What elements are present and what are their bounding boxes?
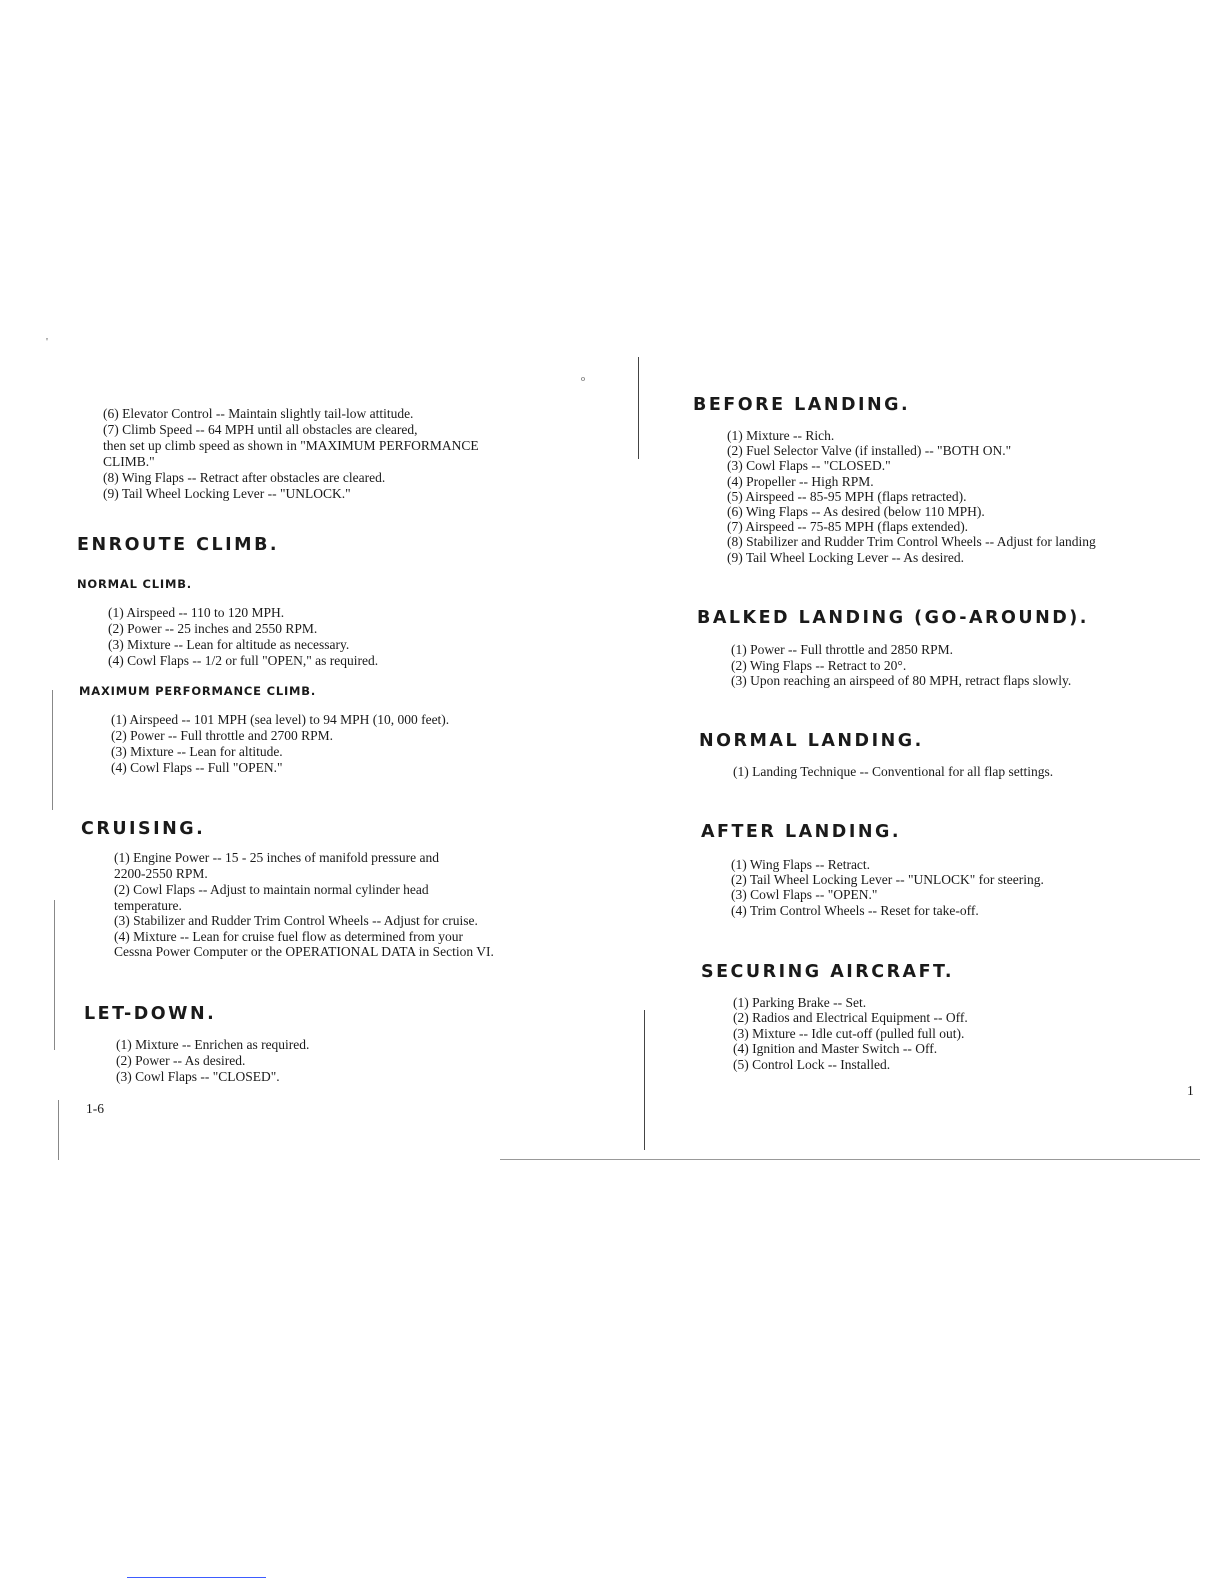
scan-mark: '	[46, 336, 48, 348]
before-landing-item: (5) Airspeed -- 85-95 MPH (flaps retracted).	[727, 489, 967, 504]
section-title-after-landing: AFTER LANDING.	[701, 822, 901, 842]
left-scan-edge	[52, 690, 53, 810]
normal-climb-item: (3) Mixture -- Lean for altitude as necessary.	[108, 637, 350, 652]
let-down-item: (1) Mixture -- Enrichen as required.	[116, 1037, 310, 1052]
section-title-let-down: LET-DOWN.	[84, 1004, 217, 1024]
securing-aircraft-item: (4) Ignition and Master Switch -- Off.	[733, 1041, 938, 1056]
cruising-item: Cessna Power Computer or the OPERATIONAL DATA in Section VI.	[114, 944, 494, 959]
left-scan-edge	[58, 1100, 59, 1160]
securing-aircraft-item: (1) Parking Brake -- Set.	[733, 995, 867, 1010]
after-landing-item: (1) Wing Flaps -- Retract.	[731, 857, 871, 872]
left-scan-edge	[54, 900, 55, 1050]
section-title-balked-landing: BALKED LANDING (GO-AROUND).	[697, 608, 1089, 628]
before-landing-item: (7) Airspeed -- 75-85 MPH (flaps extended).	[727, 519, 969, 534]
after-landing-item: (3) Cowl Flaps -- "OPEN."	[731, 887, 878, 902]
section-title-cruising: CRUISING.	[81, 819, 206, 839]
before-landing-item: (3) Cowl Flaps -- "CLOSED."	[727, 458, 891, 473]
securing-aircraft-item: (3) Mixture -- Idle cut-off (pulled full out).	[733, 1026, 965, 1041]
max-climb-item: (1) Airspeed -- 101 MPH (sea level) to 94 MPH (10, 000 feet).	[111, 712, 450, 727]
subsection-title-max-performance-climb: MAXIMUM PERFORMANCE CLIMB.	[79, 684, 317, 698]
page-number-right: 1	[1187, 1083, 1194, 1098]
page-gutter-line	[644, 1010, 645, 1150]
cruising-item: (1) Engine Power -- 15 - 25 inches of manifold pressure and	[114, 850, 440, 865]
cruising-item: (4) Mixture -- Lean for cruise fuel flow as determined from your	[114, 929, 463, 944]
section-title-normal-landing: NORMAL LANDING.	[699, 731, 924, 751]
carryover-line: (8) Wing Flaps -- Retract after obstacles are cleared.	[103, 470, 386, 485]
carryover-line: CLIMB."	[103, 454, 155, 469]
securing-aircraft-item: (2) Radios and Electrical Equipment -- Off.	[733, 1010, 968, 1025]
cruising-item: 2200-2550 RPM.	[114, 866, 208, 881]
before-landing-item: (9) Tail Wheel Locking Lever -- As desired.	[727, 550, 964, 565]
balked-landing-item: (2) Wing Flaps -- Retract to 20°.	[731, 658, 907, 673]
before-landing-item: (4) Propeller -- High RPM.	[727, 474, 874, 489]
carryover-line: (9) Tail Wheel Locking Lever -- "UNLOCK."	[103, 486, 351, 501]
normal-climb-item: (1) Airspeed -- 110 to 120 MPH.	[108, 605, 285, 620]
let-down-item: (3) Cowl Flaps -- "CLOSED".	[116, 1069, 280, 1084]
bottom-scan-edge	[500, 1159, 1200, 1160]
max-climb-item: (3) Mixture -- Lean for altitude.	[111, 744, 283, 759]
max-climb-item: (4) Cowl Flaps -- Full "OPEN."	[111, 760, 283, 775]
securing-aircraft-item: (5) Control Lock -- Installed.	[733, 1057, 891, 1072]
before-landing-item: (1) Mixture -- Rich.	[727, 428, 835, 443]
balked-landing-item: (3) Upon reaching an airspeed of 80 MPH, retract flaps slowly.	[731, 673, 1072, 688]
section-title-enroute-climb: ENROUTE CLIMB.	[77, 535, 280, 555]
before-landing-item: (8) Stabilizer and Rudder Trim Control Wheels -- Adjust for landing	[727, 534, 1096, 549]
cruising-item: temperature.	[114, 898, 182, 913]
cruising-item: (3) Stabilizer and Rudder Trim Control Wheels -- Adjust for cruise.	[114, 913, 478, 928]
let-down-item: (2) Power -- As desired.	[116, 1053, 246, 1068]
max-climb-item: (2) Power -- Full throttle and 2700 RPM.	[111, 728, 333, 743]
balked-landing-item: (1) Power -- Full throttle and 2850 RPM.	[731, 642, 953, 657]
link-underline	[127, 1577, 266, 1578]
normal-climb-item: (2) Power -- 25 inches and 2550 RPM.	[108, 621, 318, 636]
carryover-line: (6) Elevator Control -- Maintain slightly tail-low attitude.	[103, 406, 414, 421]
normal-landing-item: (1) Landing Technique -- Conventional for all flap settings.	[733, 764, 1054, 779]
before-landing-item: (2) Fuel Selector Valve (if installed) -- "BOTH ON."	[727, 443, 1012, 458]
scan-mark: o	[581, 374, 585, 383]
before-landing-item: (6) Wing Flaps -- As desired (below 110 MPH).	[727, 504, 985, 519]
cruising-item: (2) Cowl Flaps -- Adjust to maintain normal cylinder head	[114, 882, 429, 897]
normal-climb-item: (4) Cowl Flaps -- 1/2 or full "OPEN," as required.	[108, 653, 379, 668]
carryover-line: then set up climb speed as shown in "MAXIMUM PERFORMANCE	[103, 438, 479, 453]
after-landing-item: (4) Trim Control Wheels -- Reset for take-off.	[731, 903, 979, 918]
section-title-securing-aircraft: SECURING AIRCRAFT.	[701, 962, 954, 982]
carryover-line: (7) Climb Speed -- 64 MPH until all obstacles are cleared,	[103, 422, 418, 437]
subsection-title-normal-climb: NORMAL CLIMB.	[77, 577, 192, 591]
after-landing-item: (2) Tail Wheel Locking Lever -- "UNLOCK" for steering.	[731, 872, 1044, 887]
page-number-left: 1-6	[86, 1101, 104, 1116]
page-gutter-line	[638, 357, 639, 459]
section-title-before-landing: BEFORE LANDING.	[693, 395, 911, 415]
